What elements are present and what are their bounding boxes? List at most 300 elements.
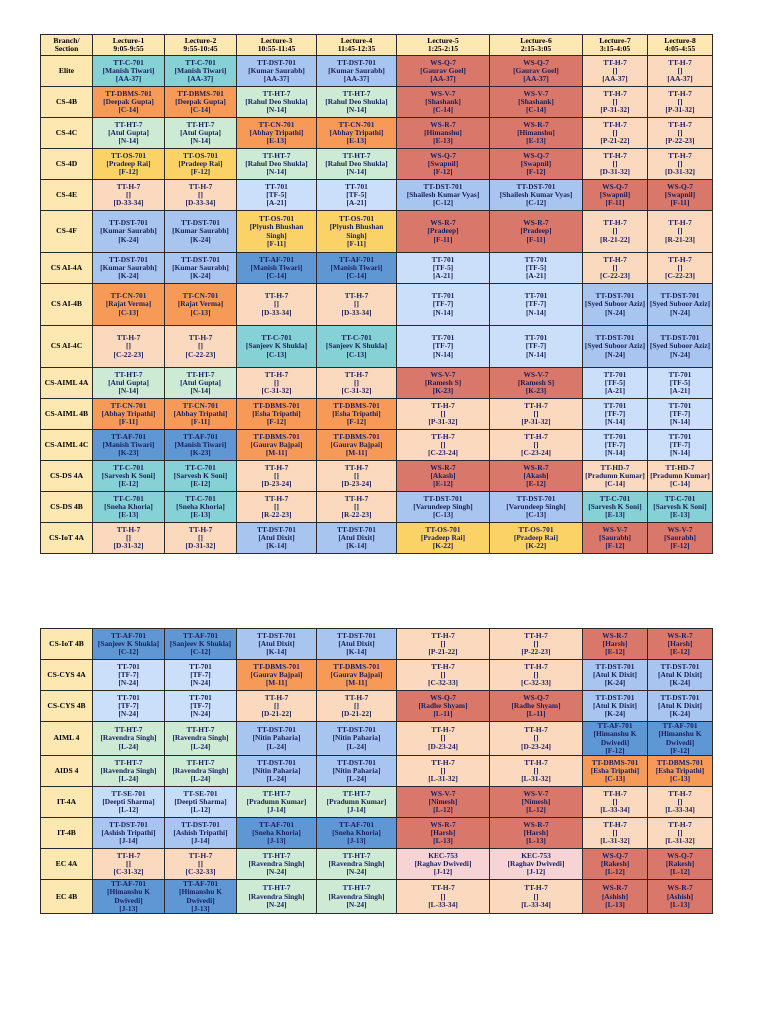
class-detail: [TF-5]	[346, 189, 367, 199]
lecture-8-cell	[648, 660, 713, 691]
course-code: TT-DST-701	[181, 218, 220, 228]
class-detail: []	[440, 439, 446, 449]
section-row-cs-4e	[41, 180, 713, 211]
class-detail: [Syed Suboor Aziz]	[584, 341, 646, 351]
class-detail: [Harsh]	[430, 828, 456, 838]
class-detail: [Nitin Paharia]	[332, 733, 381, 743]
timetable-part-1	[40, 34, 713, 554]
class-detail: [Sneha Khoria]	[176, 501, 225, 511]
lecture-7-cell	[583, 880, 648, 914]
class-detail: [C-32-33]	[521, 678, 551, 688]
class-detail: [P-31-32]	[665, 105, 695, 115]
class-detail: [Sarvesh K Soni]	[588, 501, 642, 511]
class-detail: [C-14]	[346, 271, 367, 281]
class-detail: [L-33-34]	[428, 899, 458, 909]
lecture-8-cell	[648, 880, 713, 914]
lecture-4-header: Lecture-4 11:45-12:35	[317, 35, 397, 56]
course-code: TT-H-7	[188, 524, 213, 534]
course-code: WS-R-7	[523, 119, 549, 129]
class-detail: [N-24]	[190, 678, 211, 688]
lecture-5-cell	[397, 118, 490, 149]
class-detail: [E-13]	[266, 136, 287, 146]
header-row	[41, 35, 713, 56]
course-code: TT-701	[431, 333, 455, 343]
class-detail: [Nitin Paharia]	[252, 733, 301, 743]
class-detail: [Rahul Deo Shukla]	[245, 96, 308, 106]
class-detail: [Manish Tiwari]	[250, 262, 303, 272]
class-detail: [Pradeep]	[520, 226, 552, 236]
class-detail: [Ramesh S]	[517, 377, 555, 387]
course-code: TT-H-7	[603, 819, 627, 829]
class-detail: [F-11]	[526, 234, 546, 244]
course-code: TT-DST-701	[516, 181, 556, 191]
course-code: TT-H-7	[264, 369, 289, 379]
course-code: TT-DST-701	[423, 493, 463, 503]
class-detail: [C-14]	[669, 479, 691, 489]
course-code: TT-C-701	[185, 493, 216, 503]
lecture-1-cell	[93, 461, 165, 492]
lecture-4-cell	[317, 756, 397, 787]
class-detail: []	[533, 638, 539, 648]
course-code: TT-C-701	[113, 57, 144, 67]
class-detail: []	[274, 501, 279, 511]
course-code: WS-V-7	[667, 524, 693, 534]
lecture-7-header: Lecture-7 3:15-4:05	[583, 35, 648, 56]
lecture-8-cell	[648, 756, 713, 787]
class-detail: [L-12]	[190, 805, 211, 815]
course-code: TT-H-7	[116, 333, 141, 343]
class-detail: []	[533, 891, 539, 901]
class-detail: [N-24]	[346, 899, 367, 909]
class-detail: [Pradeep Rai]	[178, 158, 223, 168]
class-detail: [N-14]	[266, 167, 287, 177]
lecture-7-cell	[583, 368, 648, 399]
lecture-3-cell	[237, 399, 317, 430]
course-code: TT-HT-7	[114, 369, 143, 379]
class-detail: [F-11]	[191, 417, 210, 427]
lecture-5-cell	[397, 722, 490, 756]
course-code: TT-H-7	[603, 218, 627, 228]
class-detail: [L-12]	[526, 805, 546, 815]
class-detail: [N-14]	[118, 386, 139, 396]
course-code: TT-DST-701	[257, 524, 296, 534]
class-detail: [F-12]	[526, 167, 546, 177]
class-detail: [Abhay Tripathi]	[249, 127, 304, 137]
lecture-4-cell	[317, 368, 397, 399]
class-detail: [C-31-32]	[341, 386, 372, 396]
class-detail: [Atul K Dixit]	[658, 669, 702, 679]
lecture-5-cell	[397, 818, 490, 849]
course-code: TT-AF-701	[258, 254, 295, 264]
course-code: TT-DBMS-701	[253, 400, 300, 410]
lecture-1-cell	[93, 56, 165, 87]
class-detail: [Saurabh]	[663, 532, 697, 542]
lecture-1-cell	[93, 492, 165, 523]
class-detail: Dwivedi]	[600, 737, 630, 747]
class-detail: [Ravendra Singh]	[328, 891, 385, 901]
class-detail: [E-13]	[118, 510, 139, 520]
class-detail: [Ravendra Singh]	[172, 733, 229, 743]
lecture-1-cell	[93, 326, 165, 368]
class-detail: []	[612, 797, 618, 807]
course-code: TT-701	[431, 291, 455, 301]
course-code: TT-701	[265, 181, 288, 191]
lecture-5-cell	[397, 629, 490, 660]
lecture-3-cell	[237, 56, 317, 87]
course-code: TT-SE-701	[183, 788, 218, 798]
class-detail: [Sanjeev K Shukla]	[169, 638, 232, 648]
class-detail: [TF-5]	[525, 262, 547, 272]
class-detail: [N-24]	[118, 709, 139, 719]
course-code: TT-701	[524, 254, 548, 264]
lecture-5-cell	[397, 880, 490, 914]
course-code: TT-OS-701	[258, 213, 295, 223]
course-code: TT-AF-701	[110, 879, 147, 889]
lecture-6-cell	[490, 253, 583, 284]
lecture-6-cell	[490, 149, 583, 180]
lecture-7-cell	[583, 660, 648, 691]
class-detail: [AA-37]	[187, 74, 214, 84]
lecture-5-cell	[397, 461, 490, 492]
class-detail: [Radhe Shyam]	[511, 700, 561, 710]
class-detail: []	[354, 470, 359, 480]
section-label: CS-AIML 4C	[41, 430, 93, 461]
lecture-8-cell	[648, 149, 713, 180]
course-code: TT-H-7	[264, 291, 289, 301]
course-code: TT-H-7	[524, 400, 548, 410]
class-detail: [N-14]	[525, 349, 547, 359]
section-label: CS-CYS 4B	[41, 691, 93, 722]
class-detail: []	[274, 299, 279, 309]
course-code: TT-701	[668, 400, 692, 410]
class-detail: [F-12]	[190, 167, 211, 177]
class-detail: [Nimesh]	[428, 797, 458, 807]
class-detail: [K-24]	[118, 234, 139, 244]
section-label: CS-IoT 4B	[41, 629, 93, 660]
class-detail: [Akash]	[430, 470, 456, 480]
class-detail: [Himanshu]	[424, 127, 462, 137]
course-code: TT-AF-701	[338, 819, 375, 829]
class-detail: [L-31-32]	[665, 836, 695, 846]
class-detail: [C-13]	[432, 510, 454, 520]
class-detail: []	[198, 189, 203, 199]
class-detail: [L-12]	[670, 867, 690, 877]
class-detail: [A-21]	[669, 386, 691, 396]
class-detail: Singh]	[346, 230, 367, 240]
course-code: TT-DST-701	[337, 630, 376, 640]
lecture-1-cell	[93, 399, 165, 430]
lecture-5-header: Lecture-5 1:25-2:15	[397, 35, 490, 56]
class-detail: Dwivedi]	[114, 895, 143, 905]
class-detail: [F-12]	[605, 541, 625, 551]
class-detail: [Abhay Tripathi]	[101, 408, 156, 418]
class-detail: [K-24]	[604, 709, 626, 719]
class-detail: [N-14]	[604, 448, 626, 458]
lecture-7-cell	[583, 849, 648, 880]
class-detail: [E-12]	[433, 479, 453, 489]
class-detail: Singh]	[266, 230, 287, 240]
lecture-3-cell	[237, 326, 317, 368]
lecture-7-cell	[583, 87, 648, 118]
lecture-7-cell	[583, 461, 648, 492]
class-detail: []	[274, 470, 279, 480]
class-detail: []	[533, 439, 539, 449]
lecture-8-cell	[648, 461, 713, 492]
class-detail: [D-33-34]	[113, 198, 144, 208]
class-detail: [D-23-24]	[428, 741, 458, 751]
class-detail: [K-24]	[118, 271, 139, 281]
class-detail: [N-14]	[266, 105, 287, 115]
class-detail: [C-23-24]	[428, 448, 458, 458]
class-detail: [Gaurav Goel]	[420, 65, 466, 75]
lecture-4-cell	[317, 629, 397, 660]
lecture-2-cell	[165, 660, 237, 691]
section-row-aiml-4	[41, 722, 713, 756]
section-row-cs-aiml-4a	[41, 368, 713, 399]
lecture-8-cell	[648, 180, 713, 211]
class-detail: [D-31-32]	[600, 167, 630, 177]
class-detail: [AA-37]	[115, 74, 142, 84]
course-code: WS-R-7	[523, 462, 549, 472]
lecture-4-cell	[317, 87, 397, 118]
class-detail: [Manish Tiwari]	[174, 65, 227, 75]
lecture-3-cell	[237, 818, 317, 849]
class-detail: [Gaurav Goel]	[513, 65, 559, 75]
lecture-8-cell	[648, 849, 713, 880]
class-detail: [P-31-32]	[428, 417, 458, 427]
course-code: TT-DST-701	[257, 57, 296, 67]
class-detail: [K-14]	[266, 647, 287, 657]
section-label: EC 4B	[41, 880, 93, 914]
section-row-cs-aiml-4c	[41, 430, 713, 461]
class-detail: []	[677, 96, 683, 106]
class-detail: [L-24]	[118, 774, 139, 784]
class-detail: [Sneha Khoria]	[252, 828, 301, 838]
section-label: CS-AIML 4A	[41, 368, 93, 399]
course-code: TT-AF-701	[110, 431, 147, 441]
section-row-cs-ai-4b	[41, 284, 713, 326]
lecture-2-cell	[165, 880, 237, 914]
branch-section-header: Branch/ Section	[41, 35, 93, 56]
course-code: TT-DST-701	[337, 57, 376, 67]
class-detail: [D-33-34]	[261, 307, 292, 317]
class-detail: [Esha Tripathi]	[590, 766, 640, 776]
course-code: TT-AF-701	[662, 721, 698, 730]
class-detail: [D-23-24]	[521, 741, 551, 751]
class-detail: [Kumar Saurabh]	[248, 65, 305, 75]
course-code: TT-H-7	[264, 493, 289, 503]
lecture-3-cell	[237, 284, 317, 326]
course-code: TT-HT-7	[262, 850, 291, 860]
lecture-1-cell	[93, 756, 165, 787]
lecture-1-cell	[93, 284, 165, 326]
class-detail: [Kumar Saurabh]	[100, 262, 157, 272]
lecture-5-cell	[397, 149, 490, 180]
section-label: CS-4E	[41, 180, 93, 211]
lecture-3-header: Lecture-3 10:55-11:45	[237, 35, 317, 56]
section-row-cs-iot-4a	[41, 523, 713, 554]
class-detail: [TF-7]	[190, 700, 211, 710]
class-detail: [F-11]	[347, 238, 366, 248]
class-detail: [Manish Tiwari]	[330, 262, 383, 272]
class-detail: []	[440, 669, 446, 679]
class-detail: [N-24]	[604, 307, 626, 317]
class-detail: [Deepak Gupta]	[103, 96, 154, 106]
course-code: WS-R-7	[523, 819, 549, 829]
class-detail: [Sanjeev K Shukla]	[325, 341, 388, 351]
class-detail: [K-24]	[604, 678, 626, 688]
lecture-8-cell	[648, 284, 713, 326]
section-label: CS-AIML 4B	[41, 399, 93, 430]
class-detail: [N-14]	[118, 136, 139, 146]
lecture-1-cell	[93, 722, 165, 756]
lecture-8-cell	[648, 368, 713, 399]
class-detail: [N-14]	[190, 136, 211, 146]
course-code: TT-AF-701	[182, 630, 219, 640]
class-detail: [Syed Suboor Aziz]	[649, 341, 711, 351]
class-detail: [K-22]	[432, 541, 454, 551]
section-label: CS AI-4A	[41, 253, 93, 284]
lecture-7-cell	[583, 399, 648, 430]
course-code: TT-H-7	[668, 788, 692, 798]
lecture-5-cell	[397, 430, 490, 461]
class-detail: [Nitin Paharia]	[252, 766, 301, 776]
class-detail: []	[274, 377, 279, 387]
class-detail: [K-14]	[346, 647, 367, 657]
lecture-2-cell	[165, 399, 237, 430]
lecture-3-cell	[237, 180, 317, 211]
class-detail: [AA-37]	[263, 74, 290, 84]
course-code: TT-701	[603, 369, 627, 379]
class-detail: [L-31-32]	[521, 774, 551, 784]
class-detail: [Ashish Tripathi]	[101, 828, 156, 838]
class-detail: [L-33-34]	[600, 805, 630, 815]
class-detail: [D-31-32]	[185, 541, 216, 551]
class-detail: [F-11]	[267, 238, 286, 248]
lecture-7-cell	[583, 691, 648, 722]
lecture-4-cell	[317, 461, 397, 492]
class-detail: [P-22-23]	[665, 136, 695, 146]
class-detail: [TF-7]	[118, 700, 139, 710]
course-code: TT-C-701	[113, 462, 144, 472]
lecture-8-cell	[648, 87, 713, 118]
class-detail: [Rakesh]	[600, 859, 630, 869]
lecture-5-cell	[397, 326, 490, 368]
section-row-it-4a	[41, 787, 713, 818]
class-detail: [Varundeep Singh]	[413, 501, 473, 511]
class-detail: [L-12]	[605, 867, 625, 877]
class-detail: [N-24]	[266, 899, 287, 909]
lecture-7-cell	[583, 326, 648, 368]
class-detail: [N-14]	[669, 417, 691, 427]
lecture-8-cell	[648, 211, 713, 253]
course-code: TT-DST-701	[257, 630, 296, 640]
course-code: TT-C-701	[599, 493, 631, 503]
section-label: CS-CYS 4A	[41, 660, 93, 691]
course-code: TT-H-7	[264, 692, 289, 702]
section-row-cs-cys-4a	[41, 660, 713, 691]
course-code: TT-DST-701	[181, 819, 220, 829]
class-detail: [C-13]	[266, 349, 287, 359]
section-label: CS AI-4C	[41, 326, 93, 368]
class-detail: [L-13]	[670, 899, 690, 909]
lecture-1-cell	[93, 880, 165, 914]
lecture-7-cell	[583, 523, 648, 554]
lecture-6-cell	[490, 326, 583, 368]
lecture-7-cell	[583, 211, 648, 253]
course-code: WS-R-7	[667, 630, 693, 640]
class-detail: [Harsh]	[667, 638, 693, 648]
section-label: CS-4B	[41, 87, 93, 118]
lecture-6-cell	[490, 118, 583, 149]
class-detail: [L-24]	[266, 741, 287, 751]
class-detail: [C-22-23]	[600, 271, 630, 281]
lecture-3-cell	[237, 523, 317, 554]
lecture-6-cell	[490, 430, 583, 461]
class-detail: [F-11]	[605, 198, 625, 208]
lecture-1-cell	[93, 118, 165, 149]
class-detail: [L-24]	[118, 741, 139, 751]
class-detail: [J-13]	[191, 904, 210, 914]
class-detail: [Atul K Dixit]	[658, 700, 702, 710]
class-detail: [C-23-24]	[521, 448, 551, 458]
class-detail: []	[126, 532, 131, 542]
lecture-1-cell	[93, 629, 165, 660]
course-code: TT-HT-7	[342, 150, 371, 160]
class-detail: [Esha Tripathi]	[655, 766, 705, 776]
lecture-6-cell	[490, 56, 583, 87]
lecture-4-cell	[317, 180, 397, 211]
class-detail: [P-22-23]	[521, 647, 551, 657]
lecture-3-cell	[237, 87, 317, 118]
class-detail: [TF-7]	[669, 408, 691, 418]
class-detail: [Pradumn Kumar]	[246, 797, 307, 807]
course-code: TT-701	[668, 431, 692, 441]
section-label: CS-4D	[41, 149, 93, 180]
class-detail: [K-24]	[190, 271, 211, 281]
class-detail: [P-31-32]	[521, 417, 551, 427]
lecture-2-cell	[165, 326, 237, 368]
course-code: TT-701	[603, 400, 627, 410]
class-detail: []	[677, 158, 683, 168]
lecture-8-cell	[648, 492, 713, 523]
class-detail: [Harsh]	[523, 828, 549, 838]
lecture-7-cell	[583, 149, 648, 180]
class-detail: [Kumar Saurabh]	[328, 65, 385, 75]
course-code: TT-DST-701	[181, 254, 220, 264]
lecture-6-cell	[490, 211, 583, 253]
class-detail: [K-23]	[190, 448, 211, 458]
class-detail: [Harsh]	[602, 638, 628, 648]
lecture-1-cell	[93, 87, 165, 118]
lecture-1-cell	[93, 691, 165, 722]
lecture-5-cell	[397, 180, 490, 211]
class-detail: [Ravendra Singh]	[172, 766, 229, 776]
class-detail: [E-12]	[605, 647, 625, 657]
course-code: TT-H-7	[431, 757, 455, 767]
lecture-4-cell	[317, 492, 397, 523]
class-detail: [Kumar Saurabh]	[172, 262, 229, 272]
class-detail: [Abhay Tripathi]	[329, 127, 384, 137]
class-detail: [AA-37]	[523, 74, 549, 84]
section-label: IT-4B	[41, 818, 93, 849]
course-code: TT-CN-701	[338, 119, 375, 129]
lecture-7-cell	[583, 492, 648, 523]
lecture-6-cell	[490, 368, 583, 399]
class-detail: [Shashank]	[425, 96, 461, 106]
course-code: TT-H-7	[668, 57, 692, 67]
section-row-aids-4	[41, 756, 713, 787]
